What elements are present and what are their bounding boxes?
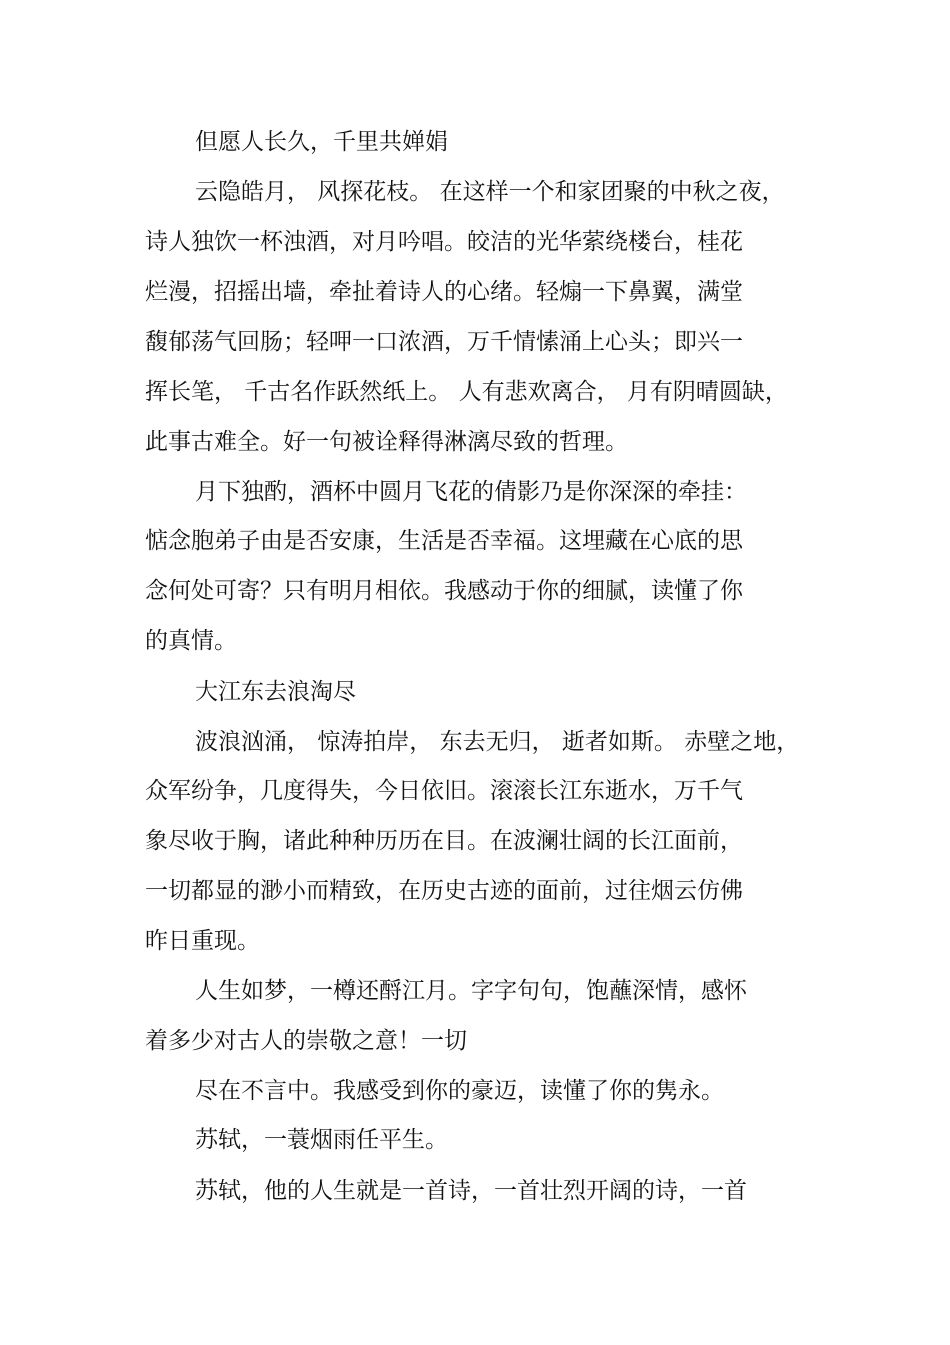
- text-line: 念何处可寄？只有明月相依。我感动于你的细腻，读懂了你: [145, 578, 743, 604]
- text-line: 的真情。: [145, 628, 237, 654]
- text-line: 一切都显的渺小而精致，在历史古迹的面前，过往烟云仿佛: [145, 878, 743, 904]
- section-heading: 大江东去浪淘尽: [195, 679, 356, 705]
- text-line: 众军纷争，几度得失，今日依旧。滚滚长江东逝水，万千气: [145, 778, 743, 804]
- text-line: 惦念胞弟子由是否安康，生活是否幸福。这埋藏在心底的思: [145, 528, 743, 554]
- text-line: 馥郁荡气回肠；轻呷一口浓酒，万千情愫涌上心头；即兴一: [145, 329, 743, 355]
- text-line: 波浪汹涌， 惊涛拍岸， 东去无归， 逝者如斯。 赤壁之地，: [195, 729, 800, 755]
- text-line: 诗人独饮一杯浊酒，对月吟唱。皎洁的光华萦绕楼台，桂花: [145, 229, 743, 255]
- text-line: 象尽收于胸，诸此种种历历在目。在波澜壮阔的长江面前，: [145, 828, 743, 854]
- text-line: 此事古难全。好一句被诠释得淋漓尽致的哲理。: [145, 429, 628, 455]
- text-line: 云隐皓月， 风探花枝。 在这样一个和家团聚的中秋之夜，: [195, 179, 785, 205]
- text-line: 苏轼，他的人生就是一首诗，一首壮烈开阔的诗，一首: [195, 1178, 747, 1204]
- text-line: 月下独酌，酒杯中圆月飞花的倩影乃是你深深的牵挂：: [195, 479, 747, 505]
- text-line: 烂漫，招摇出墙，牵扯着诗人的心绪。轻煽一下鼻翼，满堂: [145, 279, 743, 305]
- text-line: 尽在不言中。我感受到你的豪迈，读懂了你的隽永。: [195, 1078, 724, 1104]
- text-line: 挥长笔， 千古名作跃然纸上。 人有悲欢离合， 月有阴晴圆缺，: [145, 379, 788, 405]
- text-line: 着多少对古人的崇敬之意！一切: [145, 1028, 467, 1054]
- section-heading: 但愿人长久，千里共婵娟: [195, 129, 448, 155]
- text-line: 昨日重现。: [145, 928, 260, 954]
- text-line: 人生如梦，一樽还酹江月。字字句句，饱蘸深情，感怀: [195, 978, 747, 1004]
- section-heading: 苏轼，一蓑烟雨任平生。: [195, 1127, 448, 1153]
